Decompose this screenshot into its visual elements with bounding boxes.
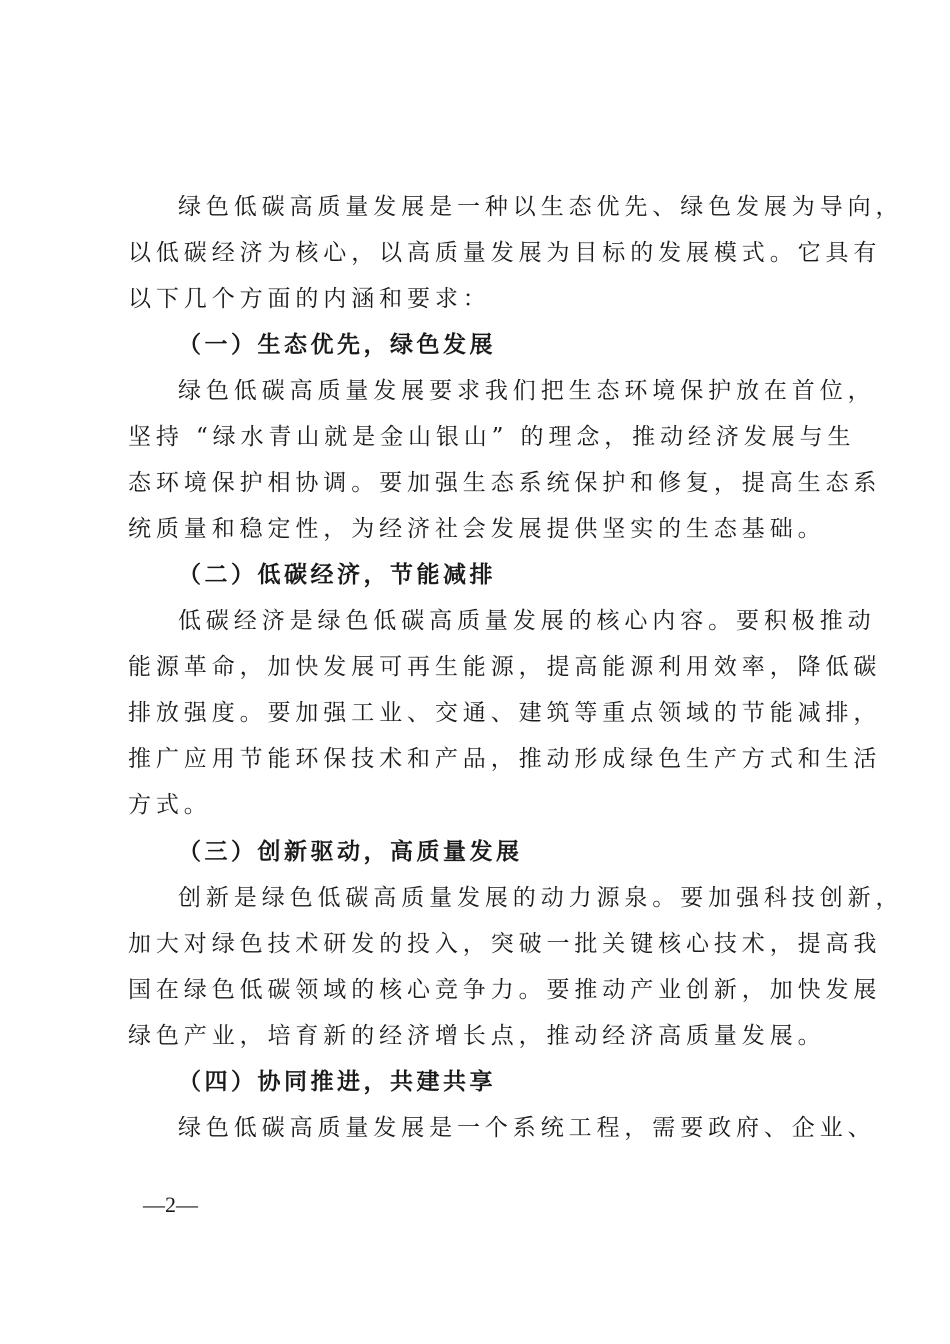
paragraph-line: 绿色低碳高质量发展要求我们把生态环境保护放在首位，	[178, 378, 876, 404]
section-heading: （一）生态优先，绿色发展	[178, 331, 496, 358]
section-heading: （二）低碳经济，节能减排	[178, 561, 496, 588]
paragraph-line: 坚持 “绿水青山就是金山银山” 的理念，推动经济发展与生	[128, 424, 856, 450]
paragraph-line: 加大对绿色技术研发的投入，突破一批关键核心技术，提高我	[128, 931, 882, 957]
paragraph-line: 统质量和稳定性，为经济社会发展提供坚实的生态基础。	[128, 516, 826, 542]
section-heading: （四）协同推进，共建共享	[178, 1068, 496, 1095]
paragraph-line: 低碳经济是绿色低碳高质量发展的核心内容。要积极推动	[178, 608, 876, 634]
page-number: —2—	[143, 1192, 198, 1217]
paragraph-line: 绿色产业，培育新的经济增长点，推动经济高质量发展。	[128, 1023, 826, 1049]
paragraph-line: 推广应用节能环保技术和产品，推动形成绿色生产方式和生活	[128, 746, 882, 772]
section-heading: （三）创新驱动，高质量发展	[178, 838, 523, 865]
paragraph-line: 方式。	[128, 792, 212, 818]
paragraph-line: 能源革命，加快发展可再生能源，提高能源利用效率，降低碳	[128, 654, 882, 680]
paragraph-line: 绿色低碳高质量发展是一种以生态优先、绿色发展为导向，	[178, 194, 904, 220]
paragraph-line: 排放强度。要加强工业、交通、建筑等重点领域的节能减排，	[128, 700, 882, 726]
paragraph-line: 绿色低碳高质量发展是一个系统工程，需要政府、企业、	[178, 1115, 876, 1141]
paragraph-line: 创新是绿色低碳高质量发展的动力源泉。要加强科技创新，	[178, 885, 904, 911]
paragraph-line: 态环境保护相协调。要加强生态系统保护和修复，提高生态系	[128, 470, 882, 496]
paragraph-line: 以下几个方面的内涵和要求：	[128, 286, 491, 312]
paragraph-line: 以低碳经济为核心，以高质量发展为目标的发展模式。它具有	[128, 240, 882, 266]
paragraph-line: 国在绿色低碳领域的核心竞争力。要推动产业创新，加快发展	[128, 977, 882, 1003]
